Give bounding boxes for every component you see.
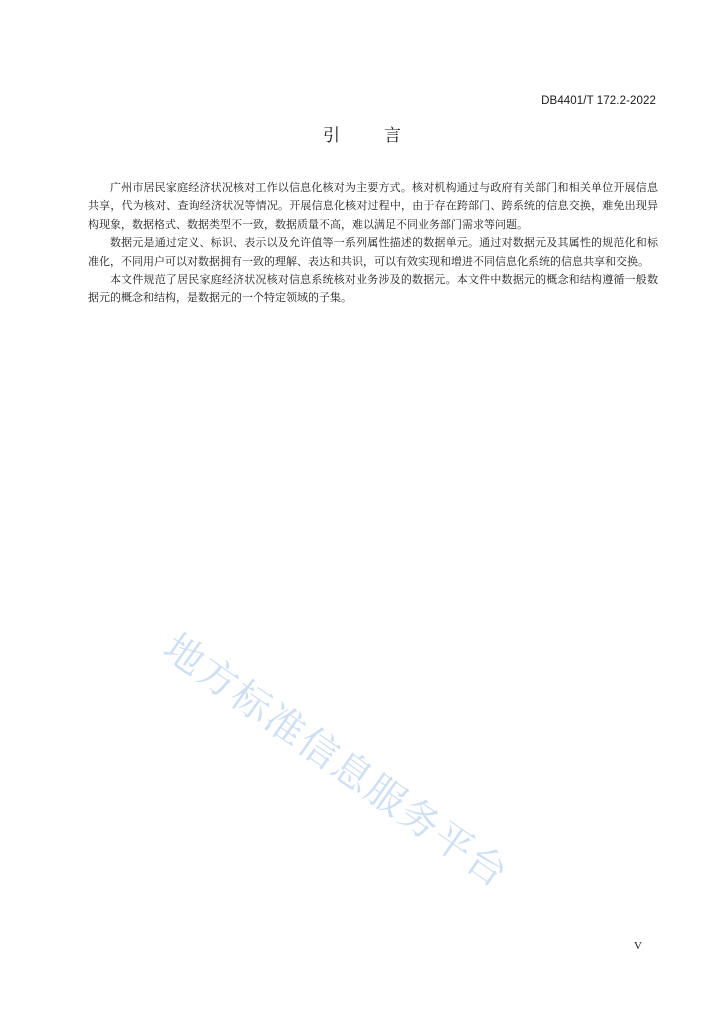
paragraph-3: 本文件规范了居民家庭经济状况核对信息系统核对业务涉及的数据元。本文件中数据元的概念和结构遵循一般数据元的概念和结构，是数据元的一个特定领域的子集。 (88, 273, 658, 305)
introduction-body (88, 179, 658, 308)
paragraph-2: 数据元是通过定义、标识、表示以及允许值等一系列属性描述的数据单元。通过对数据元及其属性的规范化和标准化，不同用户可以对数据拥有一致的理解、表达和共识，可以有效实现和增进不同信息化系统的信息共享和交换。 (88, 236, 658, 268)
title-char-1: 引 (323, 126, 340, 146)
document-code: DB4401/T 172.2-2022 (541, 95, 656, 107)
paragraph-1: 广州市居民家庭经济状况核对工作以信息化核对为主要方式。核对机构通过与政府有关部门和相关单位开展信息共享，代为核对、查询经济状况等情况。开展信息化核对过程中，由于存在跨部门、跨系统的信息交换，难免出现异构现象，数据格式、数据类型不一致，数据质量不高，难以满足不同业务部门需求等问题。 (88, 181, 658, 231)
watermark: 地方标准信息服务平台 (155, 625, 517, 898)
section-title (0, 121, 724, 146)
title-char-2: 言 (384, 126, 401, 146)
page-number: V (634, 940, 642, 952)
